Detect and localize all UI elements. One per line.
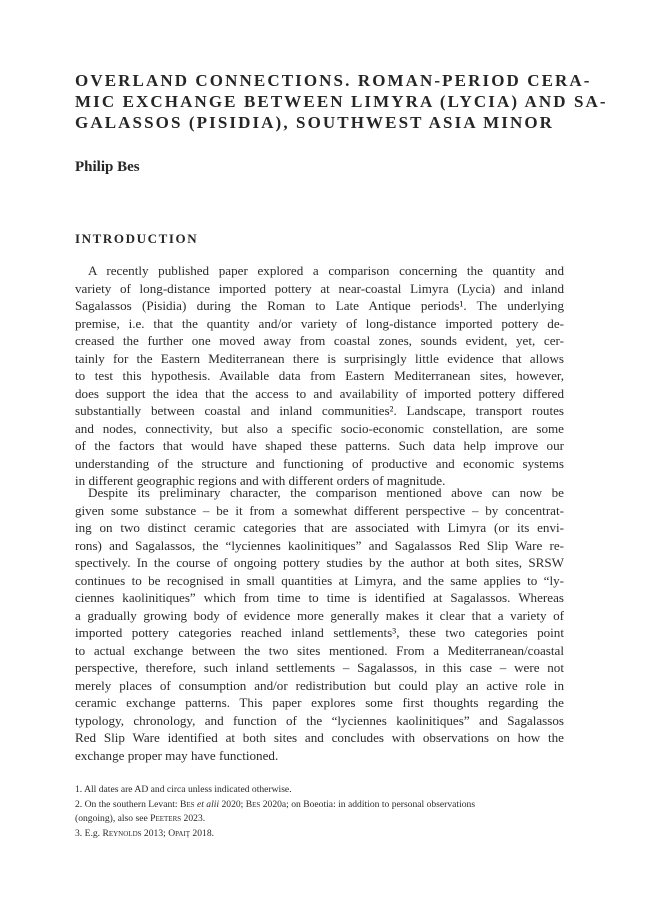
text-line: A recently published paper explored a comparison concerning the quantity and — [88, 263, 564, 278]
text-line: Red Slip Ware identified at both sites and concludes with observations on how the — [75, 730, 564, 745]
text-line: ceramic exchange patterns. This paper explores some first thoughts regarding the — [75, 695, 564, 710]
text-line: ing on two distinct ceramic categories that are associated with Limyra (or its envi- — [75, 520, 564, 535]
footnote-3 — [75, 827, 564, 842]
footnote-text: 2020; — [219, 798, 246, 810]
text-line: does support the idea that the access to and availability of imported pottery differed — [75, 385, 564, 401]
author-name: Philip Bes — [75, 159, 140, 175]
author-citation: Peeters — [150, 813, 182, 825]
text-line: Despite its preliminary character, the comparison mentioned above can now be — [88, 485, 564, 500]
text-line: continues to be recognised in small quantities at Limyra, and the same applies to “ly- — [75, 572, 564, 588]
body-paragraph — [75, 484, 564, 764]
footnote-text: 2018. — [190, 827, 215, 839]
section-heading: INTRODUCTION — [75, 231, 199, 246]
title-line: MIC EXCHANGE BETWEEN LIMYRA (LYCIA) AND SA- — [75, 92, 608, 111]
text-line: and nodes, connectivity, but also a specific socio-economic constellation, are some — [75, 420, 564, 436]
text-line: rons) and Sagalassos, the “lyciennes kaolinitiques” and Sagalassos Red Slip Ware re- — [75, 537, 564, 553]
text-line: creased the further one moved away from coastal zones, sounds evident, yet, cer- — [75, 333, 564, 348]
text-line: in different geographic regions and with different orders of magnitude. — [75, 473, 446, 488]
text-line: exchange proper may have functioned. — [75, 747, 279, 763]
title-line: OVERLAND CONNECTIONS. ROMAN-PERIOD CERA- — [75, 71, 592, 90]
text-line: tainly for the Eastern Mediterranean there is surprisingly little evidence that allows — [75, 350, 564, 366]
text-line: variety of long-distance imported pottery at near-coastal Limyra (Lycia) and inland — [75, 280, 564, 296]
text-line: to test this hypothesis. Available data from Eastern Mediterranean sites, however, — [75, 368, 564, 383]
text-line: a gradually growing body of evidence more generally makes it clear that a variety of — [75, 607, 564, 623]
text-line: of the factors that would have shaped these patterns. Such data help improve our — [75, 438, 564, 453]
text-line: given some substance – be it from a somewhat different perspective – by concentrat- — [75, 502, 564, 518]
footnote-1: 1. All dates are AD and circa unless indicated otherwise. — [75, 784, 292, 795]
author-citation: Bes — [245, 798, 261, 810]
author-citation: Opaiţ — [168, 827, 191, 839]
text-line: merely places of consumption and/or redistribution but could play an active role in — [75, 677, 564, 693]
title-line: GALASSOS (PISIDIA), SOUTHWEST ASIA MINOR — [75, 113, 555, 132]
article-title — [75, 70, 608, 133]
footnotes — [75, 783, 564, 841]
footnote-text: 2020a; on Boeotia: in addition to personal observations — [260, 798, 476, 810]
author-citation: Reynolds — [102, 827, 142, 839]
text-line: ciennes kaolinitiques” which from time to time is identified at Sagalassos. Whereas — [75, 590, 564, 605]
body-paragraph — [75, 262, 564, 490]
author-citation: Bes — [179, 798, 195, 810]
footnote-text: 2023. — [181, 813, 206, 825]
footnote-text: 3. E.g. — [75, 827, 103, 839]
footnote-text: 2. On the southern Levant: — [75, 798, 180, 810]
text-line: typology, chronology, and function of the “lyciennes kaolinitiques” and Sagalassos — [75, 712, 564, 728]
footnote-text: (ongoing), also see — [75, 813, 151, 825]
citation-etal: et alii — [196, 798, 220, 810]
text-line: premise, i.e. that the quantity and/or variety of long-distance imported pottery de- — [75, 315, 564, 331]
text-line: imported pottery categories reached inland settlements³, these two categories point — [75, 625, 564, 640]
footnote-2-continued — [75, 812, 564, 827]
text-line: spectively. In the course of ongoing pottery studies by the author at both sites, SRSW — [75, 555, 564, 570]
text-line: to actual exchange between the two sites mentioned. From a Mediterranean/coastal — [75, 642, 564, 658]
footnote-2 — [75, 798, 564, 813]
text-line: substantially between coastal and inland communities². Landscape, transport routes — [75, 403, 564, 418]
text-line: understanding of the structure and functioning of productive and economic systems — [75, 455, 564, 471]
footnote-text: 2013; — [141, 827, 169, 839]
text-line: perspective, therefore, such inland settlements – Sagalassos, in this case – were not — [75, 660, 564, 675]
text-line: Sagalassos (Pisidia) during the Roman to Late Antique periods¹. The underlying — [75, 298, 564, 313]
